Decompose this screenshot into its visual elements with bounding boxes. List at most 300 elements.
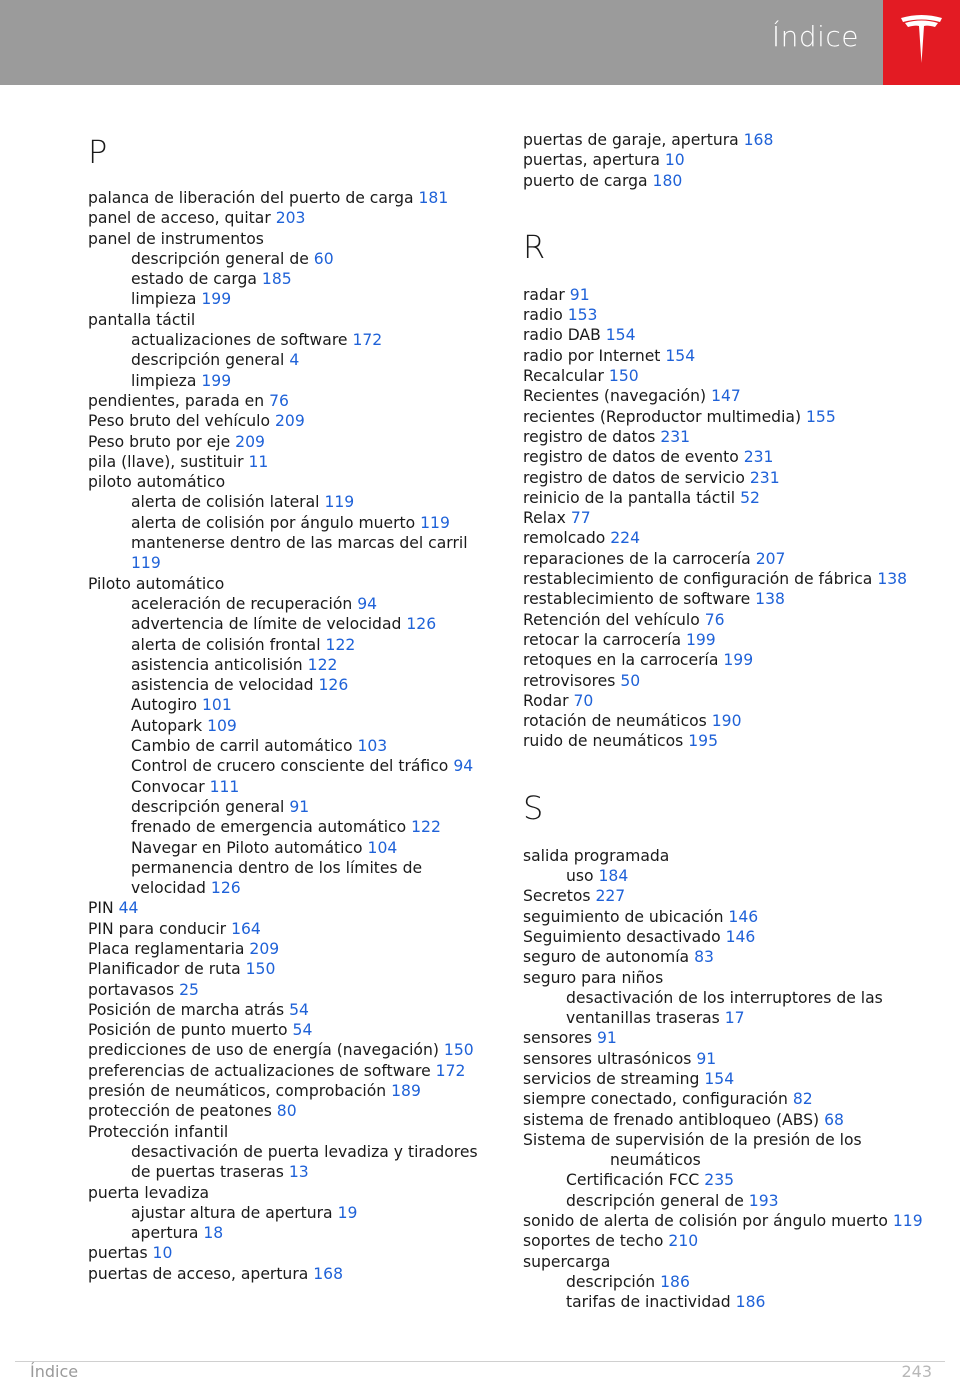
page-link[interactable]: 189 bbox=[391, 1082, 421, 1101]
page-link[interactable]: 101 bbox=[202, 696, 232, 715]
index-entry bbox=[523, 447, 923, 467]
index-entry bbox=[523, 610, 923, 630]
index-entry bbox=[88, 898, 488, 918]
entry-text: presión de neumáticos, comprobación bbox=[88, 1082, 392, 1101]
index-entry bbox=[88, 980, 488, 1000]
entry-text: permanencia dentro de los límites de velocidad bbox=[131, 858, 423, 898]
footer-page-number: 243 bbox=[901, 1362, 932, 1381]
page-link[interactable]: 54 bbox=[292, 1021, 313, 1040]
index-subentry bbox=[88, 695, 488, 715]
entry-text: retrovisores bbox=[523, 671, 621, 690]
index-entry bbox=[523, 1252, 923, 1272]
page-link[interactable]: 235 bbox=[704, 1171, 735, 1190]
entry-text: apertura bbox=[131, 1224, 204, 1243]
index-entry bbox=[523, 366, 923, 386]
index-subentry bbox=[88, 756, 488, 776]
header-bar bbox=[0, 0, 883, 85]
page-link[interactable]: 199 bbox=[201, 371, 232, 390]
index-entry bbox=[88, 188, 488, 208]
index-subentry bbox=[88, 492, 488, 512]
entry-text: Posición de punto muerto bbox=[88, 1021, 293, 1040]
entry-text: piloto automático bbox=[88, 473, 226, 492]
page-link[interactable]: 209 bbox=[235, 432, 265, 451]
entry-text: Posición de marcha atrás bbox=[88, 1000, 290, 1019]
page-link[interactable]: 146 bbox=[725, 927, 756, 946]
entry-text: restablecimiento de software bbox=[523, 590, 756, 609]
index-subentry bbox=[88, 716, 488, 736]
entry-text: tarifas de inactividad bbox=[566, 1293, 736, 1312]
entry-text: uso bbox=[566, 867, 599, 886]
index-subentry bbox=[88, 533, 488, 574]
index-subentry bbox=[88, 330, 488, 350]
index-entry bbox=[523, 305, 923, 325]
entry-text: servicios de streaming bbox=[523, 1069, 705, 1088]
page-link[interactable]: 186 bbox=[660, 1272, 690, 1291]
entry-text: sistema de frenado antibloqueo (ABS) bbox=[523, 1110, 825, 1129]
index-entry bbox=[88, 1000, 488, 1020]
index-entry bbox=[523, 569, 923, 589]
entry-text: Retención del vehículo bbox=[523, 610, 705, 629]
index-subentry bbox=[88, 289, 488, 309]
entry-text: retoques en la carrocería bbox=[523, 651, 724, 670]
section-letter-s: S bbox=[523, 788, 544, 827]
entry-text: retocar la carrocería bbox=[523, 630, 686, 649]
index-entry bbox=[523, 468, 923, 488]
page-link[interactable]: 146 bbox=[728, 907, 759, 926]
page-link[interactable]: 91 bbox=[696, 1049, 717, 1068]
section-letter-r: R bbox=[523, 227, 546, 266]
entry-text: mantenerse dentro de las marcas del carril bbox=[131, 534, 468, 553]
page-link[interactable]: 209 bbox=[274, 412, 305, 431]
entry-text: descripción general bbox=[131, 351, 290, 370]
entry-text: puerto de carga bbox=[523, 171, 653, 190]
page-link[interactable]: 210 bbox=[668, 1232, 699, 1251]
page-link[interactable]: 17 bbox=[724, 1009, 745, 1028]
entry-text: radio bbox=[523, 306, 568, 325]
footer-divider bbox=[15, 1361, 945, 1362]
index-entry bbox=[88, 1264, 488, 1284]
page-link[interactable]: 168 bbox=[743, 131, 774, 149]
index-entry bbox=[523, 508, 923, 528]
index-entry bbox=[88, 1081, 488, 1101]
entry-text: ajustar altura de apertura bbox=[131, 1203, 338, 1222]
entry-text: preferencias de actualizaciones de software bbox=[88, 1061, 436, 1080]
index-subentry bbox=[88, 675, 488, 695]
index-entry bbox=[523, 947, 923, 967]
entry-text: alerta de colisión por ángulo muerto bbox=[131, 513, 421, 532]
index-entry bbox=[523, 488, 923, 508]
index-subentry bbox=[523, 1170, 923, 1190]
index-subentry bbox=[523, 1292, 923, 1312]
page-link[interactable]: 80 bbox=[276, 1102, 297, 1121]
page-link[interactable]: 52 bbox=[740, 488, 760, 507]
page-link[interactable]: 94 bbox=[453, 757, 474, 776]
entry-text: Sistema de supervisión de la presión de los bbox=[523, 1130, 862, 1149]
entry-text: alerta de colisión frontal bbox=[131, 635, 326, 654]
entry-text: ruido de neumáticos bbox=[523, 732, 689, 751]
index-entry bbox=[523, 907, 923, 927]
entry-text: Secretos bbox=[523, 887, 596, 906]
page-link[interactable]: 76 bbox=[704, 610, 725, 629]
page-link[interactable]: 203 bbox=[275, 209, 306, 228]
index-subentry bbox=[523, 866, 923, 886]
index-entry bbox=[523, 1028, 923, 1048]
index-subentry bbox=[88, 1203, 488, 1223]
index-entry bbox=[523, 1069, 923, 1089]
page-link[interactable]: 44 bbox=[118, 899, 139, 918]
entry-text: Recientes (navegación) bbox=[523, 387, 712, 406]
page-link[interactable]: 122 bbox=[325, 635, 356, 654]
entry-text: puertas de acceso, apertura bbox=[88, 1264, 314, 1283]
page-link[interactable]: 231 bbox=[660, 427, 691, 446]
index-entry bbox=[523, 150, 923, 170]
page-link[interactable]: 119 bbox=[131, 554, 161, 573]
page-link[interactable]: 199 bbox=[201, 290, 232, 309]
page-link[interactable]: 18 bbox=[203, 1224, 224, 1243]
index-subentry bbox=[88, 371, 488, 391]
page-link[interactable]: 172 bbox=[435, 1061, 466, 1080]
index-entry bbox=[523, 1110, 923, 1130]
page-link[interactable]: 190 bbox=[711, 712, 742, 731]
entry-text: recientes (Reproductor multimedia) bbox=[523, 407, 806, 426]
index-entry bbox=[88, 452, 488, 472]
entry-text: descripción general de bbox=[131, 249, 314, 268]
index-entry bbox=[523, 325, 923, 345]
entry-text: Seguimiento desactivado bbox=[523, 927, 726, 946]
brand-logo bbox=[883, 0, 960, 85]
entry-text: radar bbox=[523, 285, 570, 304]
index-entry bbox=[523, 346, 923, 366]
page-link[interactable]: 82 bbox=[792, 1090, 813, 1109]
index-subentry bbox=[88, 614, 488, 634]
entry-text: Peso bruto del vehículo bbox=[88, 412, 275, 431]
entry-text: Rodar bbox=[523, 691, 574, 710]
index-subentry bbox=[88, 594, 488, 614]
section-letter-p: P bbox=[88, 133, 108, 171]
page-link[interactable]: 54 bbox=[289, 1000, 309, 1019]
page-link[interactable]: 103 bbox=[357, 737, 388, 756]
page-link[interactable]: 111 bbox=[209, 777, 240, 796]
index-subentry bbox=[88, 858, 488, 899]
entry-text: registro de datos de evento bbox=[523, 448, 744, 467]
index-entry bbox=[88, 391, 488, 411]
entry-text: pila (llave), sustituir bbox=[88, 452, 249, 471]
entry-text: siempre conectado, configuración bbox=[523, 1090, 793, 1109]
entry-text: puertas de garaje, apertura bbox=[523, 131, 744, 149]
entry-text: descripción bbox=[566, 1272, 661, 1291]
index-entry bbox=[523, 927, 923, 947]
entry-text: Autogiro bbox=[131, 696, 203, 715]
index-entry bbox=[523, 386, 923, 406]
index-entry bbox=[523, 285, 923, 305]
page-link[interactable]: 150 bbox=[608, 367, 639, 386]
page-link[interactable]: 199 bbox=[723, 651, 754, 670]
index-entry bbox=[88, 229, 488, 249]
index-entry bbox=[88, 432, 488, 452]
entry-text: Convocar bbox=[131, 777, 210, 796]
page-link[interactable]: 25 bbox=[179, 980, 199, 999]
index-entry bbox=[523, 427, 923, 447]
entry-text: Peso bruto por eje bbox=[88, 432, 236, 451]
page-link[interactable]: 104 bbox=[367, 838, 398, 857]
index-entry bbox=[88, 1040, 488, 1060]
page-link[interactable]: 91 bbox=[597, 1029, 617, 1048]
page-link[interactable]: 60 bbox=[313, 249, 334, 268]
entry-text: restablecimiento de configuración de fábrica bbox=[523, 570, 878, 589]
page-link[interactable]: 10 bbox=[152, 1244, 173, 1263]
page-link[interactable]: 94 bbox=[357, 594, 378, 613]
page-link[interactable]: 227 bbox=[595, 887, 626, 906]
entry-text: radio por Internet bbox=[523, 346, 666, 365]
entry-text: estado de carga bbox=[131, 270, 262, 289]
page-link[interactable]: 4 bbox=[289, 351, 300, 370]
index-subentry bbox=[88, 817, 488, 837]
entry-text: Cambio de carril automático bbox=[131, 737, 358, 756]
tesla-logo-icon bbox=[899, 13, 944, 71]
index-entry bbox=[523, 650, 923, 670]
entry-text: descripción general bbox=[131, 797, 290, 816]
index-entry bbox=[523, 968, 923, 988]
entry-text: sensores bbox=[523, 1029, 598, 1048]
index-entry bbox=[88, 472, 488, 492]
index-entry bbox=[88, 939, 488, 959]
index-column-left bbox=[88, 120, 488, 1284]
entry-text: Protección infantil bbox=[88, 1122, 229, 1141]
page-link[interactable]: 119 bbox=[892, 1212, 923, 1231]
entry-text: Control de crucero consciente del tráfico bbox=[131, 757, 454, 776]
entry-text: Placa reglamentaria bbox=[88, 939, 250, 958]
page-link[interactable]: 122 bbox=[411, 818, 441, 837]
section-spacer bbox=[523, 752, 923, 774]
page-link[interactable]: 150 bbox=[245, 960, 276, 979]
entry-text: limpieza bbox=[131, 371, 202, 390]
entry-text: limpieza bbox=[131, 290, 202, 309]
page-link[interactable]: 68 bbox=[824, 1110, 844, 1129]
index-entry bbox=[88, 574, 488, 594]
section-spacer bbox=[523, 191, 923, 213]
entry-text: seguimiento de ubicación bbox=[523, 907, 729, 926]
entry-text: remolcado bbox=[523, 529, 611, 548]
page-link[interactable]: 154 bbox=[665, 346, 696, 365]
index-entry bbox=[88, 411, 488, 431]
index-entry bbox=[88, 919, 488, 939]
index-entry bbox=[523, 407, 923, 427]
entry-text: puertas bbox=[88, 1244, 153, 1263]
entry-text: Relax bbox=[523, 509, 571, 528]
footer-section-label: Índice bbox=[30, 1362, 79, 1381]
entry-text: reinicio de la pantalla táctil bbox=[523, 488, 741, 507]
entry-text: radio DAB bbox=[523, 326, 606, 345]
entry-text: frenado de emergencia automático bbox=[131, 818, 412, 837]
page-link[interactable]: 209 bbox=[249, 939, 280, 958]
entry-text: sensores ultrasónicos bbox=[523, 1049, 697, 1068]
page-link[interactable]: 153 bbox=[567, 306, 598, 325]
index-entry bbox=[88, 208, 488, 228]
page-link[interactable]: 231 bbox=[749, 468, 780, 487]
entry-text: panel de acceso, quitar bbox=[88, 209, 276, 228]
page-link[interactable]: 19 bbox=[337, 1203, 358, 1222]
page-link[interactable]: 83 bbox=[694, 948, 714, 967]
entry-text: advertencia de límite de velocidad bbox=[131, 615, 407, 634]
entry-text: panel de instrumentos bbox=[88, 229, 264, 248]
page-link[interactable]: 185 bbox=[261, 270, 292, 289]
index-entry bbox=[523, 711, 923, 731]
index-subentry bbox=[523, 1150, 923, 1170]
index-entry bbox=[523, 846, 923, 866]
index-entry bbox=[523, 671, 923, 691]
index-subentry bbox=[523, 1272, 923, 1292]
entry-text: seguro de autonomía bbox=[523, 948, 695, 967]
index-entry bbox=[523, 1231, 923, 1251]
entry-text: puertas, apertura bbox=[523, 151, 665, 170]
index-subentry bbox=[88, 838, 488, 858]
index-subentry bbox=[523, 988, 923, 1029]
index-subentry bbox=[88, 777, 488, 797]
page-link[interactable]: 76 bbox=[269, 391, 289, 410]
page-link[interactable]: 224 bbox=[610, 529, 641, 548]
index-entry bbox=[523, 691, 923, 711]
index-entry bbox=[523, 171, 923, 191]
page-link[interactable]: 138 bbox=[877, 570, 908, 589]
index-entry bbox=[523, 1130, 923, 1150]
index-subentry bbox=[88, 1142, 488, 1183]
page-link[interactable]: 122 bbox=[307, 655, 338, 674]
entry-text: Piloto automático bbox=[88, 574, 225, 593]
index-entry bbox=[523, 1049, 923, 1069]
entry-text: Recalcular bbox=[523, 367, 609, 386]
entry-text: actualizaciones de software bbox=[131, 331, 353, 350]
page-link[interactable]: 231 bbox=[743, 448, 774, 467]
page-link[interactable]: 77 bbox=[570, 509, 591, 528]
index-entry bbox=[523, 630, 923, 650]
entry-text: salida programada bbox=[523, 846, 670, 865]
index-entry bbox=[88, 1243, 488, 1263]
index-entry bbox=[88, 1061, 488, 1081]
entry-text: Navegar en Piloto automático bbox=[131, 838, 368, 857]
page-link[interactable]: 70 bbox=[573, 691, 594, 710]
page-link[interactable]: 138 bbox=[755, 590, 785, 609]
index-subentry bbox=[523, 1191, 923, 1211]
page-link[interactable]: 13 bbox=[288, 1163, 309, 1182]
entry-text: neumáticos bbox=[610, 1151, 701, 1170]
index-entry bbox=[88, 1101, 488, 1121]
entry-text: Planificador de ruta bbox=[88, 960, 246, 979]
entry-text: asistencia anticolisión bbox=[131, 655, 308, 674]
entry-text: protección de peatones bbox=[88, 1102, 277, 1121]
entry-text: pantalla táctil bbox=[88, 310, 196, 329]
entry-text: predicciones de uso de energía (navegación) bbox=[88, 1041, 444, 1060]
page-link[interactable]: 126 bbox=[210, 879, 241, 898]
page-link[interactable]: 154 bbox=[605, 326, 636, 345]
index-subentry bbox=[88, 736, 488, 756]
index-entry bbox=[523, 886, 923, 906]
index-subentry bbox=[88, 269, 488, 289]
page-link[interactable]: 50 bbox=[620, 671, 641, 690]
index-entry bbox=[523, 130, 923, 150]
page-link[interactable]: 186 bbox=[735, 1293, 766, 1312]
page-link[interactable]: 126 bbox=[318, 676, 349, 695]
index-entry bbox=[523, 589, 923, 609]
page-link[interactable]: 91 bbox=[569, 285, 590, 304]
entry-text: asistencia de velocidad bbox=[131, 676, 319, 695]
index-entry bbox=[523, 1089, 923, 1109]
page-link[interactable]: 164 bbox=[231, 919, 261, 938]
index-entry bbox=[88, 310, 488, 330]
index-entry bbox=[523, 549, 923, 569]
entry-text: supercarga bbox=[523, 1252, 611, 1271]
entry-text: PIN bbox=[88, 899, 119, 918]
index-subentry bbox=[88, 249, 488, 269]
page-link[interactable]: 181 bbox=[418, 189, 449, 207]
page-link[interactable]: 150 bbox=[443, 1041, 474, 1060]
entry-text: pendientes, parada en bbox=[88, 391, 270, 410]
page-link[interactable]: 172 bbox=[352, 331, 383, 350]
entry-text: aceleración de recuperación bbox=[131, 594, 358, 613]
page-link[interactable]: 147 bbox=[711, 387, 741, 406]
page-link[interactable]: 193 bbox=[748, 1191, 779, 1210]
page-link[interactable]: 119 bbox=[324, 493, 355, 512]
page-link[interactable]: 207 bbox=[755, 549, 786, 568]
entry-text: puerta levadiza bbox=[88, 1183, 210, 1202]
index-entry bbox=[88, 959, 488, 979]
index-subentry bbox=[88, 1223, 488, 1243]
page-link[interactable]: 11 bbox=[248, 452, 269, 471]
entry-text: rotación de neumáticos bbox=[523, 712, 712, 731]
entry-text: Autopark bbox=[131, 716, 208, 735]
entry-text: registro de datos bbox=[523, 427, 661, 446]
entry-text: PIN para conducir bbox=[88, 919, 232, 938]
entry-text: desactivación de los interruptores de las ventanillas traseras bbox=[566, 988, 883, 1028]
page-link[interactable]: 184 bbox=[598, 867, 629, 886]
page-link[interactable]: 155 bbox=[806, 407, 836, 426]
page-link[interactable]: 168 bbox=[313, 1264, 344, 1283]
entry-text: reparaciones de la carrocería bbox=[523, 549, 756, 568]
index-subentry bbox=[88, 350, 488, 370]
entry-text: seguro para niños bbox=[523, 968, 664, 987]
index-entry bbox=[88, 1020, 488, 1040]
index-entry bbox=[523, 731, 923, 751]
page-link[interactable]: 199 bbox=[685, 630, 716, 649]
index-entry bbox=[523, 528, 923, 548]
index-subentry bbox=[88, 655, 488, 675]
page-link[interactable]: 126 bbox=[406, 615, 437, 634]
page-link[interactable]: 109 bbox=[207, 716, 237, 735]
entry-text: registro de datos de servicio bbox=[523, 468, 750, 487]
page-link[interactable]: 180 bbox=[652, 171, 683, 190]
page-link[interactable]: 10 bbox=[664, 151, 685, 170]
index-entry bbox=[88, 1122, 488, 1142]
entry-text: descripción general de bbox=[566, 1191, 749, 1210]
page-link[interactable]: 154 bbox=[704, 1069, 735, 1088]
index-column-right bbox=[523, 130, 923, 1313]
index-entry bbox=[88, 1183, 488, 1203]
index-entry bbox=[523, 1211, 923, 1231]
entry-text: palanca de liberación del puerto de carga bbox=[88, 189, 419, 207]
entry-text: alerta de colisión lateral bbox=[131, 493, 325, 512]
index-subentry bbox=[88, 635, 488, 655]
page-link[interactable]: 119 bbox=[420, 513, 450, 532]
entry-text: desactivación de puerta levadiza y tiradores de puertas traseras bbox=[131, 1142, 478, 1182]
entry-text: soportes de techo bbox=[523, 1232, 669, 1251]
page-link[interactable]: 91 bbox=[289, 797, 310, 816]
page-title: Índice bbox=[771, 20, 859, 53]
index-subentry bbox=[88, 797, 488, 817]
entry-text: portavasos bbox=[88, 980, 180, 999]
entry-text: sonido de alerta de colisión por ángulo muerto bbox=[523, 1212, 893, 1231]
entry-text: Certificación FCC bbox=[566, 1171, 705, 1190]
page-link[interactable]: 195 bbox=[688, 732, 718, 751]
index-subentry bbox=[88, 513, 488, 533]
